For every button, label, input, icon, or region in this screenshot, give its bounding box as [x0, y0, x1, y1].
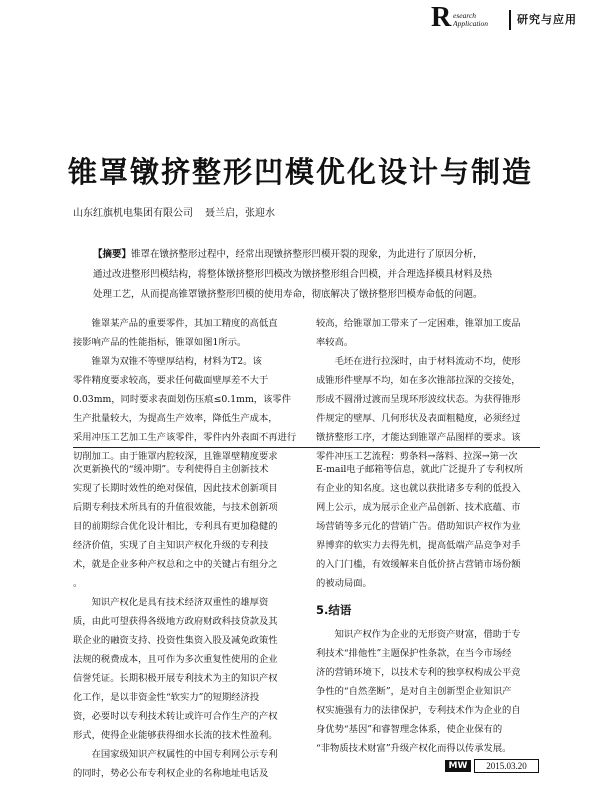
text-line: 零件精度要求较高，要求任何截面壁厚差不大于	[73, 375, 269, 386]
text-line: 形成不圆滑过渡而呈现环形波纹状态。为获得锥形	[316, 394, 521, 405]
abstract-label: 【摘要】	[93, 249, 132, 260]
text-line: 目的前期综合优化设计相比，专利具有更加稳健的	[73, 521, 278, 532]
footer-issue: 2015.03.20	[474, 759, 539, 773]
text-line: 知识产权作为企业的无形资产财富，借助于专	[316, 629, 521, 640]
text-line: 0.03mm，同时要求表面划伤压痕≤0.1mm，该零件	[73, 394, 291, 405]
abstract	[93, 245, 535, 305]
author-line	[73, 204, 287, 219]
text-line: 生产批量较大，为提高生产效率，降低生产成本，	[73, 413, 278, 424]
text-line: 形式，使得企业能够获得细水长流的技术性盈利。	[73, 730, 278, 741]
top-right-column	[316, 314, 552, 466]
text-line: 争性的“自然垄断”，是对自主创新型企业知识产	[316, 686, 512, 697]
text-line: 利技术“排他性”主题保护性条款，在当今市场经	[316, 648, 512, 659]
text-line: 信誉凭证。长期积极开展专利技术为主的知识产权	[73, 673, 278, 684]
logo-sub-line-1: esearch	[453, 11, 477, 20]
text-line: 零件冲压工艺流程：剪条料→落料、拉深→第一次	[316, 451, 518, 462]
authors: 聂兰启，张迎水	[205, 208, 275, 219]
text-line: 在国家级知识产权属性的中国专利网公示专利	[73, 749, 278, 760]
bottom-right-column	[316, 460, 552, 758]
section-label: 研究与应用	[517, 13, 577, 26]
text-line: 毛坯在进行拉深时，由于材料流动不均，使形	[316, 356, 521, 367]
abstract-line: 处理工艺，从而提高锥罩镦挤整形凹模的使用寿命，彻底解决了镦挤整形凹模寿命低的问题。	[93, 289, 483, 300]
text-line: 锥罩为双锥不等壁厚结构，材料为T2。该	[73, 356, 262, 367]
text-line: 化工作，是以非资金性“软实力”的短期经济投	[73, 692, 260, 703]
footer-brand: MW	[445, 760, 471, 772]
text-line: 较高，给锥罩加工带来了一定困难，锥罩加工废品	[316, 318, 521, 329]
header-divider	[509, 10, 511, 30]
text-line: 采用冲压工艺加工生产该零件，零件内外表面不再进行	[73, 432, 297, 443]
text-line: 有企业的知名度。这也就以获批诸多专利的低投入	[316, 483, 521, 494]
text-line: 。	[73, 578, 83, 589]
journal-logo	[431, 2, 507, 34]
text-line: 的被动局面。	[316, 578, 372, 589]
text-line: E-mail电子邮箱等信息，就此广泛提升了专利权所	[316, 464, 524, 475]
bottom-left-column	[73, 460, 311, 783]
text-line: 济的营销环境下，以技术专利的独享权构成公平竞	[316, 667, 521, 678]
text-line: 权实施强有力的法律保护，专利技术作为企业的自	[316, 705, 521, 716]
text-line: 场营销等多元化的营销广告。借助知识产权作为业	[316, 521, 521, 532]
text-line: 实现了长期时效性的绝对保值，因此技术创新项目	[73, 483, 278, 494]
text-line: 的入门门槛，有效缓解来自低价挤占营销市场份额	[316, 559, 521, 570]
column-divider-rule	[73, 447, 540, 448]
article-title: 锥罩镦挤整形凹模优化设计与制造	[68, 155, 534, 189]
text-line: 资，必要时以专利技术转让或许可合作生产的产权	[73, 711, 278, 722]
text-line: 经济价值，实现了自主知识产权化升级的专利技	[73, 540, 269, 551]
text-line: 界博弈的软实力去得先机，提高低端产品竞争对手	[316, 540, 521, 551]
text-line: 次更新换代的“缓冲期”。专利使得自主创新技术	[73, 464, 269, 475]
text-line: 联企业的融资支持、投资性集资入股及减免政策性	[73, 635, 278, 646]
text-line: 知识产权化是具有技术经济双重性的雄厚资	[73, 597, 269, 608]
text-line: 质，由此可望获得各级地方政府财政科技贷款及其	[73, 616, 278, 627]
text-line: 接影响产品的性能指标，锥罩如图1所示。	[73, 337, 247, 348]
text-line: 件规定的壁厚、几何形状及表面粗糙度，必须经过	[316, 413, 521, 424]
text-line: 锥罩某产品的重要零件，其加工精度的高低直	[73, 318, 278, 329]
logo-letter: R	[431, 2, 452, 33]
logo-subtitle	[453, 12, 488, 28]
abstract-text: 锥罩在镦挤整形过程中，经常出现镦挤整形凹模开裂的现象，为此进行了原因分析，	[131, 249, 483, 260]
text-line: 身优势“基因”和睿智理念体系，使企业保有的	[316, 724, 503, 735]
text-line: 切削加工。由于锥罩内腔较深，且锥罩壁精度要求	[73, 451, 278, 462]
abstract-line	[93, 245, 535, 265]
abstract-line: 通过改进整形凹模结构，将整体镦挤整形凹模改为镦挤整形组合凹模，并合理选择模具材料及热	[93, 269, 493, 280]
text-line: 镦挤整形工序，才能达到锥罩产品图样的要求。该	[316, 432, 521, 443]
text-line: 法规的税费成本，且可作为多次重复性使用的企业	[73, 654, 278, 665]
logo-sub-line-2: Application	[453, 19, 488, 28]
text-line: 成锥形件壁厚不均，如在多次锥部拉深的交接处，	[316, 375, 521, 386]
text-line: 的同时，势必公布专利权企业的名称地址电话及	[73, 768, 269, 779]
text-line: 网上公示，成为展示企业产品创新、技术底蕴、市	[316, 502, 521, 513]
text-line: 术，就是企业多种产权总和之中的关键占有组分之	[73, 559, 278, 570]
top-left-column	[73, 314, 311, 466]
affiliation: 山东红旗机电集团有限公司	[73, 208, 193, 219]
text-line: 后期专利技术所具有的升值很效能，与技术创新项	[73, 502, 278, 513]
text-line: “非物质技术财富”升级产权化而得以传承发展。	[316, 743, 512, 754]
text-line: 率较高。	[316, 337, 354, 348]
section-heading: 5.结语	[316, 603, 352, 617]
